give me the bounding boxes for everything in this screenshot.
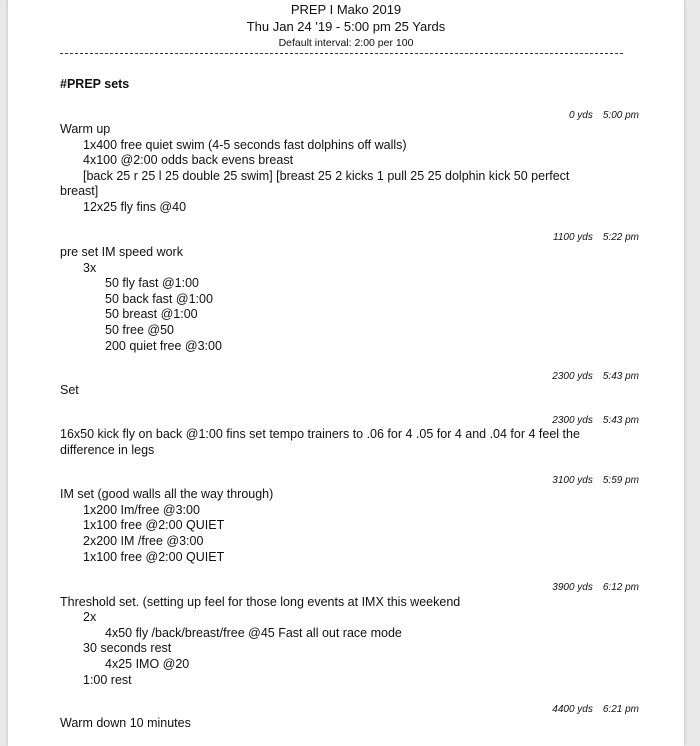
block-heading: 16x50 kick fly on back @1:00 fins set tempo trainers to .06 for 4 .05 for 4 and .04 for 4 feel the difference in legs	[60, 427, 580, 457]
set-line: 2x	[83, 610, 97, 624]
set-line: 200 quiet free @3:00	[105, 339, 222, 353]
set-line: 4x100 @2:00 odds back evens breast	[83, 153, 294, 167]
set-line: breast]	[60, 184, 99, 198]
set-line: 30 seconds rest	[83, 641, 172, 655]
block-meta	[389, 582, 639, 593]
set-line: [back 25 r 25 l 25 double 25 swim] [breast 25 2 kicks 1 pull 25 25 dolphin kick 50 perfect	[83, 169, 570, 183]
block-meta	[389, 415, 639, 426]
set-line: 2x200 IM /free @3:00	[83, 534, 204, 548]
block-meta	[389, 475, 639, 486]
set-line: 3x	[83, 261, 97, 275]
practice-title: PREP I Mako 2019	[290, 2, 402, 17]
practice-date: Thu Jan 24 '19 - 5:00 pm 25 Yards	[246, 19, 446, 34]
yards-total: 4400 yds	[552, 704, 593, 715]
block-heading: IM set (good walls all the way through)	[60, 487, 274, 501]
set-line: 12x25 fly fins @40	[83, 200, 187, 214]
block-meta	[389, 110, 639, 121]
yards-total: 2300 yds	[552, 371, 593, 382]
yards-total: 0 yds	[568, 110, 593, 121]
block-heading: pre set IM speed work	[60, 245, 183, 259]
set-line: 4x50 fly /back/breast/free @45 Fast all out race mode	[105, 626, 402, 640]
document-page	[8, 0, 684, 746]
set-line: 4x25 IMO @20	[105, 657, 190, 671]
block-heading: Set	[60, 383, 79, 397]
default-interval: Default interval: 2:00 per 100	[278, 37, 414, 49]
section-title: #PREP sets	[60, 77, 130, 91]
clock-time: 5:22 pm	[602, 232, 639, 243]
set-line: 50 free @50	[105, 323, 174, 337]
clock-time: 5:43 pm	[602, 371, 639, 382]
clock-time: 5:43 pm	[602, 415, 639, 426]
set-line: 1x200 Im/free @3:00	[83, 503, 200, 517]
clock-time: 6:21 pm	[602, 704, 639, 715]
set-line: 50 fly fast @1:00	[105, 276, 199, 290]
block-meta	[389, 371, 639, 382]
block-meta	[389, 704, 639, 715]
yards-total: 2300 yds	[552, 415, 593, 426]
set-line: 1:00 rest	[83, 673, 132, 687]
document-header	[8, 2, 684, 51]
block-meta	[389, 232, 639, 243]
clock-time: 5:59 pm	[602, 475, 639, 486]
set-line: 1x100 free @2:00 QUIET	[83, 550, 225, 564]
block-heading: Threshold set. (setting up feel for those long events at IMX this weekend	[60, 595, 461, 609]
dashed-divider	[60, 53, 623, 54]
clock-time: 5:00 pm	[602, 110, 639, 121]
set-line: 1x400 free quiet swim (4-5 seconds fast dolphins off walls)	[83, 138, 407, 152]
set-line: 50 breast @1:00	[105, 307, 198, 321]
yards-total: 3900 yds	[552, 582, 593, 593]
yards-total: 1100 yds	[553, 232, 593, 243]
set-line: 1x100 free @2:00 QUIET	[83, 518, 225, 532]
yards-total: 3100 yds	[552, 475, 593, 486]
block-heading: Warm down 10 minutes	[60, 716, 191, 730]
block-heading: Warm up	[60, 122, 111, 136]
set-line: 50 back fast @1:00	[105, 292, 213, 306]
clock-time: 6:12 pm	[602, 582, 639, 593]
